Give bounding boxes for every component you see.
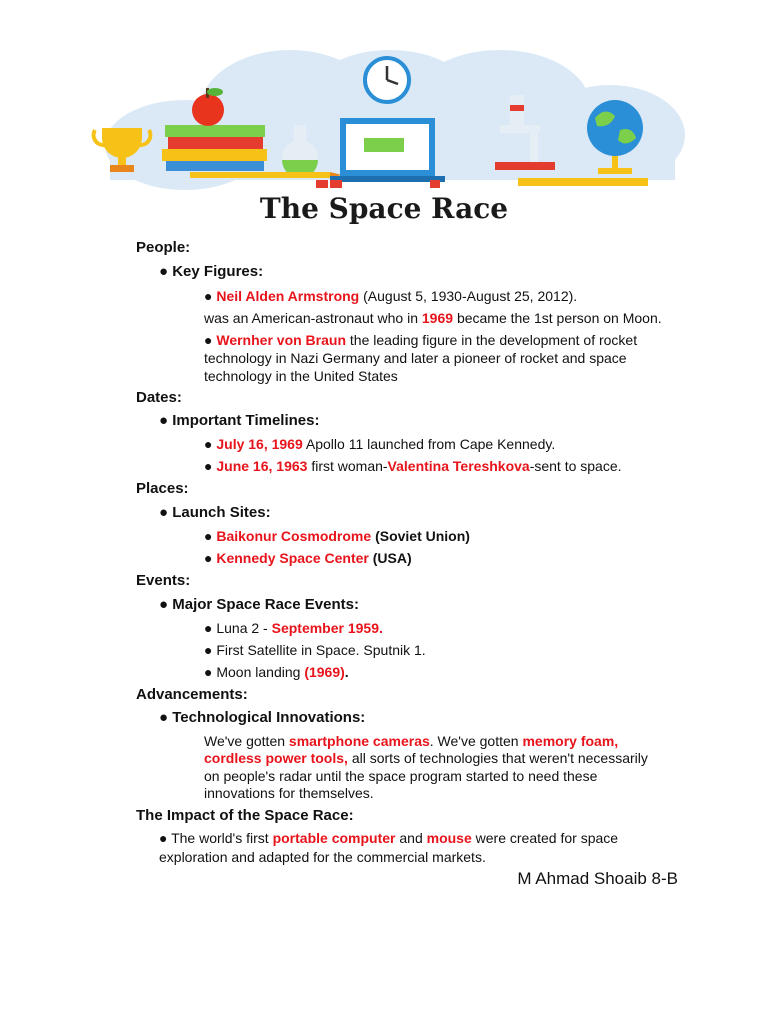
launch-site-2 (204, 549, 412, 567)
event-item-3 (204, 663, 349, 681)
armstrong-line (204, 287, 577, 305)
impact-line-2: exploration and adapted for the commercial markets. (159, 849, 486, 865)
impact-text: ● The world's first (159, 830, 269, 846)
event-date: September 1959. (271, 620, 383, 636)
event-year: (1969) (304, 664, 345, 680)
innovation-highlight: cordless power tools, (204, 750, 348, 766)
event-item-2: ● First Satellite in Space. Sputnik 1. (204, 642, 426, 658)
impact-text: and (399, 830, 423, 846)
braun-desc-3: technology in the United States (204, 368, 398, 384)
events-heading: Events: (136, 572, 191, 589)
places-heading: Places: (136, 480, 189, 497)
bullet: ● (204, 436, 213, 452)
timelines-subheading: ● Important Timelines: (159, 412, 320, 429)
impact-highlight: mouse (426, 830, 472, 846)
clock-icon (365, 58, 409, 102)
site-country: (Soviet Union) (375, 528, 470, 544)
armstrong-year: 1969 (421, 310, 454, 326)
impact-text: were created for space (475, 830, 619, 846)
impact-heading: The Impact of the Space Race: (136, 807, 354, 824)
event-text: ● Moon landing (204, 664, 301, 680)
innovations-line-3: on people's radar until the space program started to need these (204, 768, 598, 784)
school-supplies-banner (90, 50, 685, 190)
timeline-item-1 (204, 435, 555, 453)
event-dot: . (344, 664, 349, 680)
braun-desc-1: the leading figure in the development of rocket (349, 332, 638, 348)
major-events-subheading: ● Major Space Race Events: (159, 596, 359, 613)
key-figures-subheading: ● Key Figures: (159, 263, 264, 280)
launch-sites-subheading: ● Launch Sites: (159, 504, 271, 521)
site-name: Baikonur Cosmodrome (216, 528, 372, 544)
timeline-text: first woman- (311, 458, 388, 474)
armstrong-dates: (August 5, 1930-August 25, 2012). (363, 288, 578, 304)
braun-desc-2: technology in Nazi Germany and later a pioneer of rocket and space (204, 350, 627, 366)
innovation-highlight: memory foam, (522, 733, 619, 749)
innovations-text: We've gotten (204, 733, 286, 749)
launch-site-1 (204, 527, 470, 545)
ruler-icon (518, 178, 648, 186)
author-signature: M Ahmad Shoaib 8-B (517, 869, 678, 888)
innovations-text: all sorts of technologies that weren't necessarily (351, 750, 648, 766)
timeline-text-2: -sent to space. (529, 458, 622, 474)
innovations-line-4: innovations for themselves. (204, 785, 374, 801)
laptop-icon (330, 118, 445, 182)
armstrong-desc-text-2: became the 1st person on Moon. (456, 310, 662, 326)
timeline-item-2 (204, 457, 622, 475)
impact-highlight: portable computer (272, 830, 396, 846)
site-country: (USA) (372, 550, 412, 566)
innovations-text: . We've gotten (429, 733, 519, 749)
bullet: ● (204, 458, 213, 474)
advancements-heading: Advancements: (136, 686, 248, 703)
bullet: ● (204, 288, 213, 304)
people-heading: People: (136, 239, 191, 256)
dates-heading: Dates: (136, 389, 182, 406)
bullet: ● (204, 332, 213, 348)
site-name: Kennedy Space Center (216, 550, 369, 566)
braun-name: Wernher von Braun (216, 332, 347, 348)
event-item-1 (204, 619, 383, 637)
innovations-subheading: ● Technological Innovations: (159, 709, 366, 726)
timeline-date: June 16, 1963 (216, 458, 308, 474)
braun-line (204, 331, 637, 349)
event-text: ● Luna 2 - (204, 620, 268, 636)
timeline-text: Apollo 11 launched from Cape Kennedy. (305, 436, 556, 452)
impact-line-1 (159, 829, 618, 847)
tereshkova-name: Valentina Tereshkova (387, 458, 530, 474)
innovations-line-2 (204, 749, 648, 767)
pencil-icon (190, 172, 342, 178)
bullet: ● (204, 528, 213, 544)
timeline-date: July 16, 1969 (216, 436, 303, 452)
armstrong-description (204, 309, 662, 327)
armstrong-desc-text: was an American-astronaut who in (204, 310, 418, 326)
innovations-line-1 (204, 732, 618, 750)
armstrong-name: Neil Alden Armstrong (216, 288, 360, 304)
page-title: The Space Race (259, 192, 509, 225)
bullet: ● (204, 550, 213, 566)
innovation-highlight: smartphone cameras (288, 733, 430, 749)
